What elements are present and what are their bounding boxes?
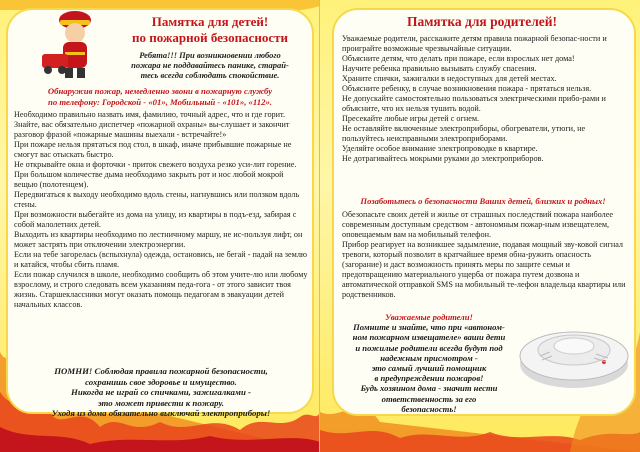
paragraph: При большом количестве дыма необходимо закрыть рот и нос любой мокрой вещью (полотенцем).: [14, 170, 284, 189]
intro-line: Ребята!!! При возникновении любого: [139, 50, 281, 60]
footer-line: и пожилые родители всегда будут под: [355, 342, 503, 353]
footer-line: ном пожарном извещателе» ваши дети: [352, 332, 506, 343]
safety-callout: Позаботьтесь о безопасности Ваших детей, близких и родных!: [360, 196, 606, 206]
footer-line: Будь хозяином дома - значит нести: [360, 383, 498, 394]
paragraph: При возможности выбегайте из дома на улицу, из квартиры в подъ-езд, забирая с собой малолетних детей.: [14, 210, 297, 229]
intro-text: [112, 50, 308, 80]
paragraph: Уделяйте особое внимание электропроводке в квартире.: [342, 144, 538, 153]
footer-line: сохранишь свое здоровье и имущество.: [85, 376, 237, 387]
footer-line: Уходя из дома обязательно выключай электроприборы!: [51, 408, 271, 418]
right-footer: [340, 312, 518, 414]
paragraph: Объясните ребенку, в случае возникновения пожара - прятаться нельзя.: [342, 84, 592, 93]
paragraph: Выходить из квартиры необходимо по лестничному маршу, не ис-пользуя лифт, он может застрять при отключении электроэнергии.: [14, 230, 303, 249]
left-instructions: [14, 110, 308, 310]
paragraph: Уважаемые родители, расскажите детям правила пожарной безопас-ности и проиграйте возможные чрезвычайные ситуации.: [342, 34, 607, 53]
right-detector-info: [342, 210, 628, 300]
emergency-call-text: [14, 86, 306, 108]
paragraph: Пресекайте любые игры детей с огнем.: [342, 114, 480, 123]
paragraph: Необходимо правильно назвать имя, фамилию, точный адрес, что и где горит. Знайте, вас обязательно диспетчер «пожарной охраны» вы-слушает и закончит разговор фразой «пожарные машины выехали - встречайте!»: [14, 110, 290, 139]
paragraph: Если на тебе загорелась (вспыхнула) одежда, остановись, не бегай - падай на землю и катайся, чтобы сбить пламя.: [14, 250, 308, 269]
footer-line: Помните и знайте, что при «автоном-: [353, 322, 505, 333]
emergency-line: по телефону: Городской - «01», Мобильный - «101», «112».: [48, 97, 272, 107]
right-instructions: [342, 34, 626, 164]
paragraph: Научите ребенка правильно вызывать службу спасения.: [342, 64, 537, 73]
paragraph: Если пожар случился в школе, необходимо сообщить об этом учите-лю или любому взрослому, и строго следовать всем указаниям педа-гога - от этого зависит твоя жизнь. Старшеклассники могут оказать помощь педагогам в эвакуации детей начальных классов.: [14, 270, 308, 309]
paragraph: Прибор реагирует на возникшее задымление, подавая мощный зву-ковой сигнал тревоги, который позволит в кратчайшее время обна-ружить опасность (загорание) и даст возможность принять меры по защите семьи и предотвращению материального ущерба от пожара путем дозвона и автоматической отправкой SMS на мобильный те-лефон владельца квартиры или родственников.: [342, 240, 626, 299]
right-title: Памятка для родителей!: [406, 14, 558, 29]
fireman-icon: [40, 6, 110, 82]
footer-line: это самый лучший помощник: [371, 363, 487, 374]
footer-line: Никогда не играй со спичками, зажигалками -: [71, 387, 251, 397]
paragraph: Не оставляйте включенные электроприборы, обогреватели, утюги, не пользуйтесь неисправными электроприборами.: [342, 124, 586, 143]
footer-line: Уважаемые родители!: [385, 312, 473, 322]
paragraph: При пожаре нельзя прятаться под стол, в шкаф, иначе прибывшие пожарные не смогут вас отыскать быстро.: [14, 140, 292, 159]
paragraph: Обезопасьте своих детей и жилье от страшных последствий пожара наиболее современным доступным средством - автономным пожар-ным извещателем, оповещаемым вам на мобильный телефон.: [342, 210, 613, 239]
left-footer: [14, 366, 308, 419]
footer-line: ПОМНИ! Соблюдая правила пожарной безопасности,: [54, 366, 268, 376]
smoke-detector-icon: [516, 310, 632, 400]
intro-line: тесь всегда соблюдать спокойствие.: [140, 70, 280, 80]
emergency-line: Обнаружив пожар, немедленно звони в пожарную службу: [47, 86, 273, 96]
footer-line: надежным присмотром -: [380, 352, 478, 363]
paragraph: Храните спички, зажигалки в недоступных для детей местах.: [342, 74, 557, 83]
right-page: [320, 0, 640, 452]
paragraph: Не допускайте самостоятельно пользоваться электрическими прибо-рами и объясните, что их нельзя тушить водой.: [342, 94, 606, 113]
left-title-1: Памятка для детей!: [151, 14, 269, 29]
footer-line: ответственность за его: [381, 393, 477, 404]
paragraph: Объясните детям, что делать при пожаре, если взрослых нет дома!: [342, 54, 575, 63]
footer-line: это может привести к пожару.: [97, 397, 224, 408]
paragraph: Передвигаться к выходу необходимо вдоль стены, нагнувшись или ползком вдоль стены.: [14, 190, 300, 209]
paragraph: Не дотрагивайтесь мокрыми руками до электроприборов.: [342, 154, 544, 163]
intro-line: пожара не поддавайтесь панике, старай-: [131, 60, 289, 70]
footer-line: в предупреждении пожаров!: [374, 373, 484, 384]
left-title-2: по пожарной безопасности: [132, 30, 288, 45]
footer-line: безопасность!: [401, 403, 457, 414]
paragraph: Не открывайте окна и форточки - приток свежего воздуха резко уси-лит горение.: [14, 160, 297, 169]
